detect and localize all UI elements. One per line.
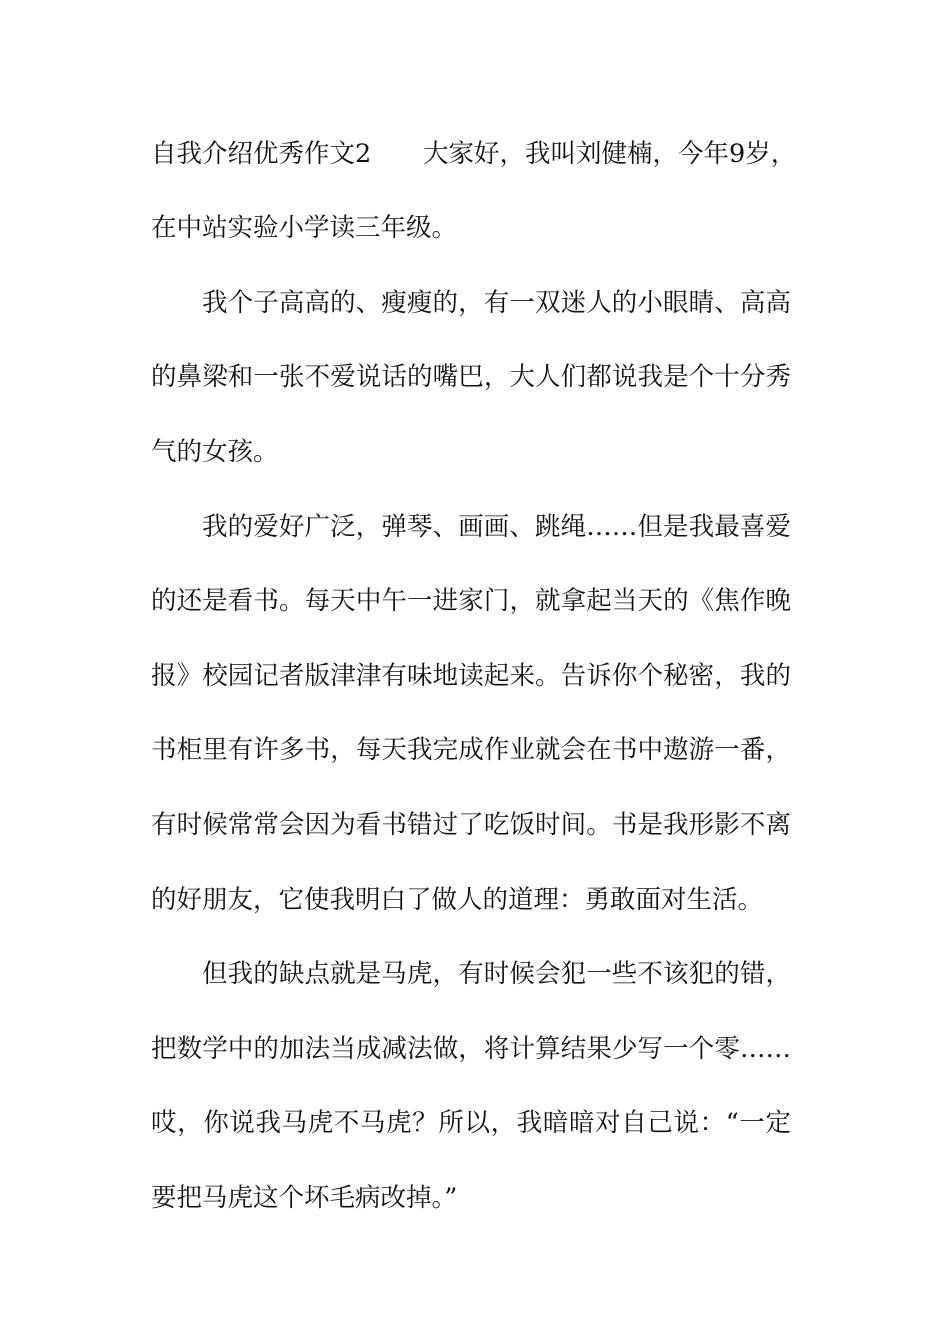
paragraph-1-line-2: 在中站实验小学读三年级。 — [151, 213, 458, 243]
paragraph-1-line-1: 大家好，我叫刘健楠，今年9岁， — [423, 139, 797, 169]
paragraph-2-line-3: 气的女孩。 — [151, 437, 279, 467]
paragraph-3-line-5: 有时候常常会因为看书错过了吃饭时间。书是我形影不离 — [151, 810, 791, 840]
paragraph-4-line-1: 但我的缺点就是马虎，有时候会犯一些不该犯的错， — [202, 959, 791, 989]
paragraph-4-line-2: 把数学中的加法当成减法做，将计算结果少写一个零…… — [151, 1034, 791, 1064]
paragraph-2-line-1: 我个子高高的、瘦瘦的，有一双迷人的小眼睛、高高 — [202, 288, 791, 318]
paragraph-3-line-6: 的好朋友，它使我明白了做人的道理：勇敢面对生活。 — [151, 885, 764, 915]
paragraph-3-line-4: 书柜里有许多书，每天我完成作业就会在书中遨游一番， — [151, 735, 791, 765]
paragraph-3-line-2: 的还是看书。每天中午一进家门，就拿起当天的《焦作晚 — [151, 586, 791, 616]
paragraph-2-line-2: 的鼻梁和一张不爱说话的嘴巴，大人们都说我是个十分秀 — [151, 362, 791, 392]
paragraph-4-line-4: 要把马虎这个坏毛病改掉。” — [151, 1183, 458, 1213]
paragraph-4-line-3: 哎，你说我马虎不马虎？所以，我暗暗对自己说：“一定 — [151, 1108, 791, 1138]
document-heading: 自我介绍优秀作文2 — [151, 139, 372, 169]
paragraph-3-line-3: 报》校园记者版津津有味地读起来。告诉你个秘密，我的 — [151, 661, 791, 691]
heading-line — [151, 137, 797, 171]
paragraph-3-line-1: 我的爱好广泛，弹琴、画画、跳绳……但是我最喜爱 — [202, 512, 791, 542]
